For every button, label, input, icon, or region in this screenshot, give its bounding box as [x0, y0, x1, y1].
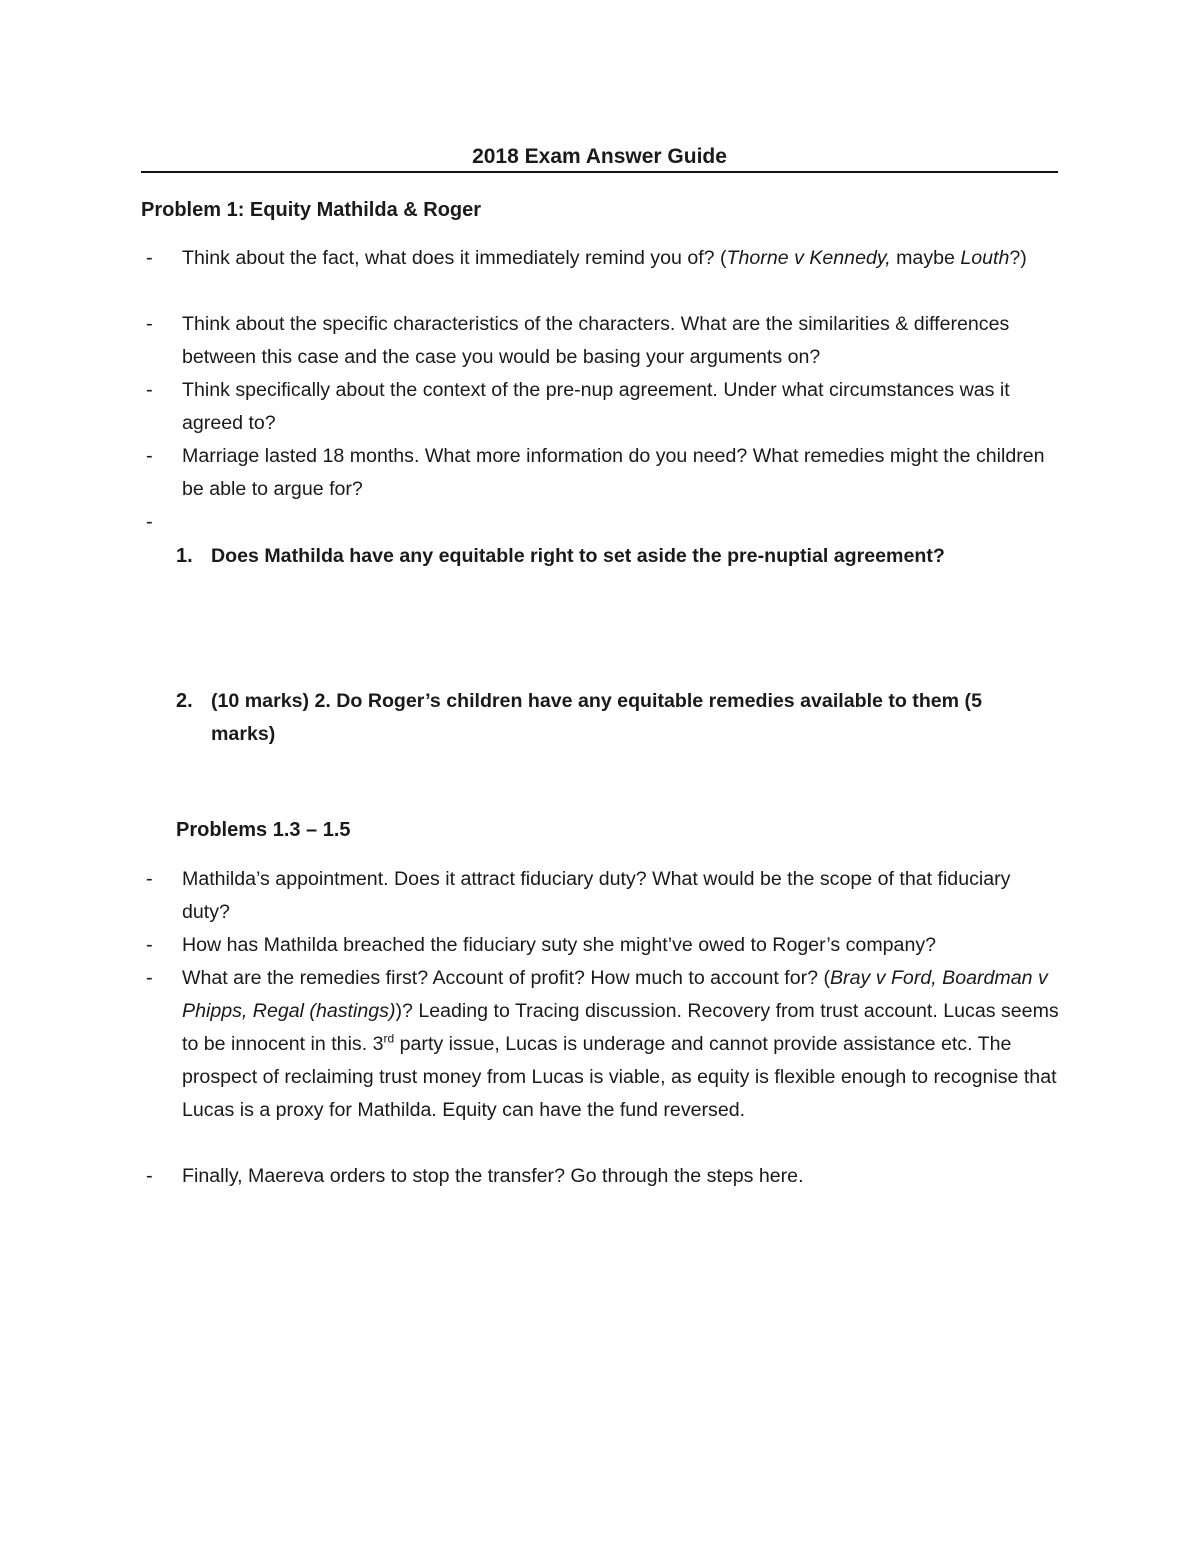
list-item: Marriage lasted 18 months. What more information do you need? What remedies might the children be able to argue for? [182, 445, 1045, 500]
problems-1-3-1-5-heading: Problems 1.3 – 1.5 [176, 819, 351, 841]
document-title: 2018 Exam Answer Guide [472, 145, 727, 168]
list-item: Think about the specific characteristics of the characters. What are the similarities & differences between this case and the case you would be basing your arguments on? [182, 313, 1010, 368]
list-item: Mathilda’s appointment. Does it attract fiduciary duty? What would be the scope of that fiduciary duty? [182, 868, 1011, 923]
question-text: (10 marks) 2. Do Roger’s children have any equitable remedies available to them (5 marks) [211, 690, 982, 745]
bullet-marker: - [146, 445, 153, 467]
bullet-marker: - [146, 313, 153, 335]
list-item: What are the remedies first? Account of profit? How much to account for? (Bray v Ford, Boardman v Phipps, Regal (hastings))? Leading to Tracing discussion. Recovery from trust account. Lucas seems to be innocent in this. 3rd party issue, Lucas is underage and cannot provide assistance etc. The prospect of reclaiming trust money from Lucas is viable, as equity is flexible enough to recognise that Lucas is a proxy for Mathilda. Equity can have the fund reversed. [182, 967, 1059, 1121]
list-item: Think about the fact, what does it immediately remind you of? (Thorne v Kennedy, maybe Louth?) [182, 247, 1027, 269]
question-number: 2. [176, 690, 193, 712]
bullet-marker: - [146, 1165, 153, 1187]
bullet-marker: - [146, 967, 153, 989]
bullet-marker: - [146, 868, 153, 890]
question-number: 1. [176, 545, 193, 567]
title-divider [141, 171, 1058, 173]
list-item: Finally, Maereva orders to stop the transfer? Go through the steps here. [182, 1165, 804, 1187]
list-item: Think specifically about the context of the pre-nup agreement. Under what circumstances was it agreed to? [182, 379, 1010, 434]
list-item: How has Mathilda breached the fiduciary suty she might’ve owed to Roger’s company? [182, 934, 937, 956]
bullet-marker: - [146, 511, 153, 533]
bullet-marker: - [146, 934, 153, 956]
bullet-marker: - [146, 247, 153, 269]
question-text: Does Mathilda have any equitable right to set aside the pre-nuptial agreement? [211, 545, 945, 567]
problem-1-heading: Problem 1: Equity Mathilda & Roger [141, 199, 482, 221]
bullet-marker: - [146, 379, 153, 401]
